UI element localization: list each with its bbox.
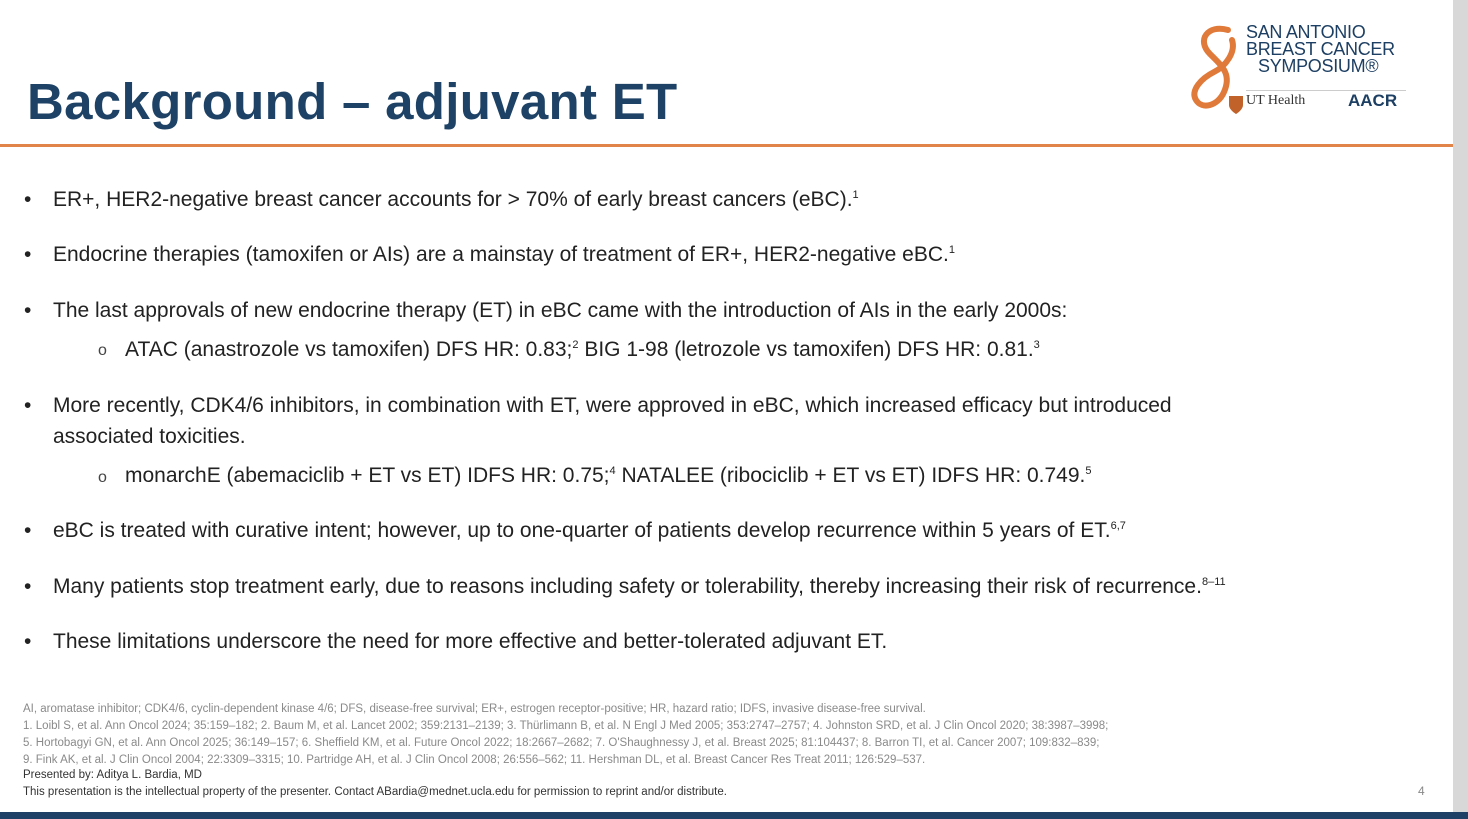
bullet-marker: • [24, 188, 32, 211]
aacr-logo: AACR [1348, 91, 1398, 110]
abbreviations-line: AI, aromatase inhibitor; CDK4/6, cyclin-dependent kinase 4/6; DFS, disease-free survival; ER+, estrogen receptor-positive; HR, hazard ratio; IDFS, invasive disease-free survival. [23, 703, 926, 715]
bullet-item: Many patients stop treatment early, due to reasons including safety or tolerability, thereby increasing their risk of recurrence.$^{8-11}$ [53, 575, 1226, 598]
logo-wordmark [1246, 24, 1395, 75]
bullet-marker: • [24, 243, 32, 266]
sub-bullet-item: ATAC (anastrozole vs tamoxifen) DFS HR: 0.83;$^2$ BIG 1-98 (letrozole vs tamoxifen) DFS HR: 0.81.$^3$ [125, 338, 1040, 361]
bullet-marker: • [24, 575, 32, 598]
bullet-item: These limitations underscore the need for more effective and better-tolerated adjuvant ET. [53, 630, 888, 653]
sabcs-logo [1188, 20, 1418, 135]
reference-line: 5. Hortobagyi GN, et al. Ann Oncol 2025; 36:149–157; 6. Sheffield KM, et al. Future Oncol 2022; 18:2667–2682; 7. O'Shaughnessy J, et al. Breast 2025; 81:104437; 8. Barron TI, et al. Cancer 2007; 109:832–839; [23, 737, 1100, 749]
bullet-item: ER+, HER2-negative breast cancer accounts for > 70% of early breast cancers (eBC).$^1$ [53, 188, 859, 211]
reference-line: 1. Loibl S, et al. Ann Oncol 2024; 35:159–182; 2. Baum M, et al. Lancet 2002; 359:2131–2139; 3. Thürlimann B, et al. N Engl J Med 2005; 353:2747–2757; 4. Johnston SRD, et al. J Clin Oncol 2020; 38:3987–3998; [23, 720, 1109, 732]
logo-line-3: SYMPOSIUM® [1258, 56, 1379, 76]
title-divider [0, 144, 1453, 147]
bullet-marker: • [24, 394, 32, 417]
bullet-item: The last approvals of new endocrine therapy (ET) in eBC came with the introduction of AIs in the early 2000s: [53, 299, 1068, 322]
sub-bullet-item: monarchE (abemaciclib + ET vs ET) IDFS HR: 0.75;$^4$ NATALEE (ribociclib + ET vs ET) IDFS HR: 0.749.$^5$ [125, 464, 1092, 487]
partner-logos [1246, 90, 1406, 131]
reference-line: 9. Fink AK, et al. J Clin Oncol 2004; 22:3309–3315; 10. Partridge AH, et al. J Clin Oncol 2008; 26:556–562; 11. Hershman DL, et al. Breast Cancer Res Treat 2011; 126:529–537. [23, 754, 926, 766]
slide-title: Background – adjuvant ET [27, 73, 678, 130]
bullet-marker: • [24, 630, 32, 653]
presenter-credit: Presented by: Aditya L. Bardia, MD [23, 769, 202, 781]
references [23, 701, 1108, 769]
sub-bullet-marker: o [98, 342, 107, 359]
shield-icon [1228, 95, 1244, 115]
page-number: 4 [1418, 784, 1425, 798]
logo-line-1: SAN ANTONIO [1246, 22, 1366, 42]
bullet-marker: • [24, 299, 32, 322]
bullet-item: eBC is treated with curative intent; however, up to one-quarter of patients develop recurrence within 5 years of ET.$^{6,7}$ [53, 519, 1126, 542]
bottom-bar [0, 812, 1468, 819]
ut-health-logo: UT Health [1246, 93, 1306, 108]
bullet-item: More recently, CDK4/6 inhibitors, in combination with ET, were approved in eBC, which increased efficacy but introduced [53, 394, 1172, 417]
ip-notice: This presentation is the intellectual property of the presenter. Contact ABardia@mednet.ucla.edu for permission to reprint and/or distribute. [23, 786, 727, 798]
sub-bullet-marker: o [98, 469, 107, 486]
window-edge [1453, 0, 1468, 819]
bullet-item-continuation: associated toxicities. [53, 425, 246, 448]
logo-line-2: BREAST CANCER [1246, 39, 1395, 59]
bullet-item: Endocrine therapies (tamoxifen or AIs) are a mainstay of treatment of ER+, HER2-negative eBC.$^1$ [53, 243, 955, 266]
bullet-marker: • [24, 519, 32, 542]
